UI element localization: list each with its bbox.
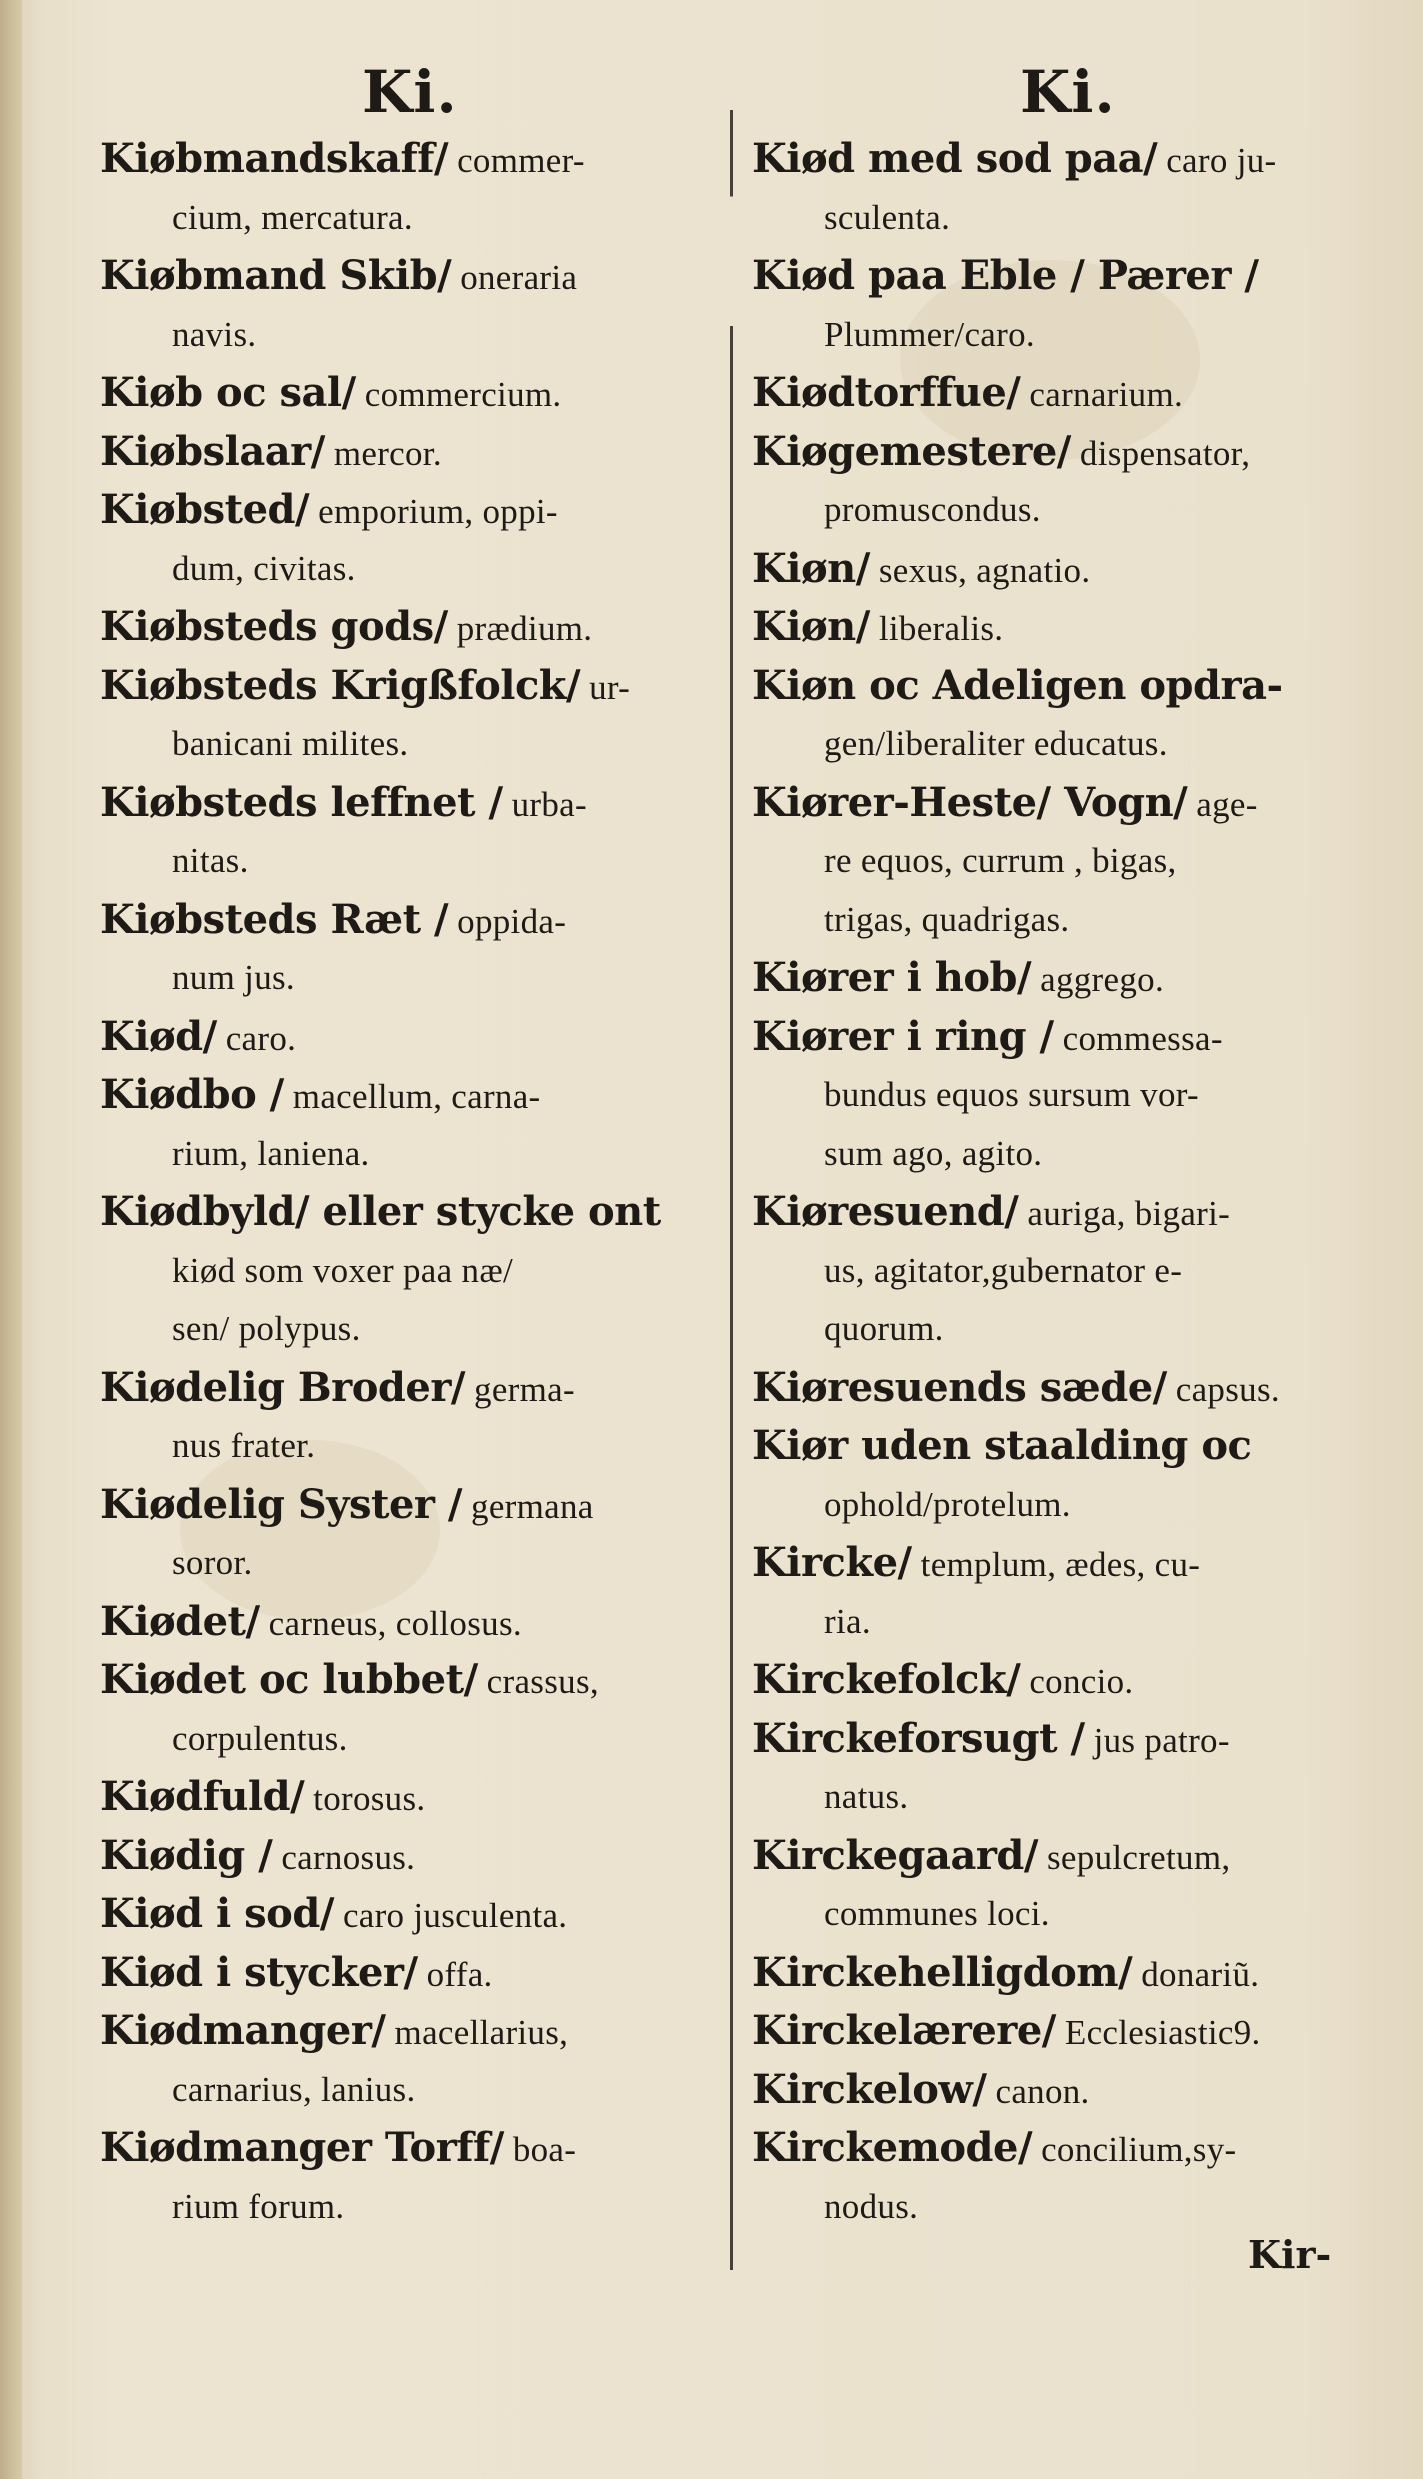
entry-line — [752, 364, 1367, 423]
definition: age- — [1196, 784, 1258, 824]
entry-continuation: nitas. — [172, 841, 249, 880]
headword: Kiøbmandskaff/ — [100, 135, 449, 182]
entry-continuation: rium, laniena. — [172, 1133, 370, 1173]
entry-line — [752, 540, 1367, 599]
entry-line — [752, 2061, 1367, 2120]
headword: Kiød paa Eble / Pærer / — [752, 252, 1259, 299]
entry-line — [752, 598, 1367, 657]
entry-line — [752, 2119, 1367, 2178]
definition: Ecclesiastic9. — [1064, 2013, 1261, 2052]
entry-line — [100, 1359, 725, 1418]
definition: offa. — [426, 1954, 493, 1994]
dictionary-entry — [100, 423, 725, 482]
entry-continuation: carnarius, lanius. — [172, 2069, 416, 2109]
entry-continuation: sculenta. — [824, 197, 951, 237]
dictionary-entry — [752, 2002, 1367, 2061]
definition: caro. — [225, 1018, 297, 1058]
entry-line — [100, 481, 725, 540]
headword: Kiødmanger Torff/ — [100, 2124, 504, 2171]
definition: mercor. — [333, 433, 442, 473]
entry-line — [100, 1768, 725, 1827]
headword: Kiød/ — [100, 1012, 217, 1060]
dictionary-entry — [100, 598, 725, 657]
dictionary-entry — [752, 598, 1367, 657]
headword: Kirckefolck/ — [752, 1656, 1021, 1703]
definition: oppida- — [457, 901, 567, 941]
headword: Kiød med sod paa/ — [752, 135, 1158, 182]
entry-line — [752, 1417, 1367, 1476]
definition: sexus, agnatio. — [878, 550, 1091, 590]
headword: Kiødelig Broder/ — [100, 1363, 466, 1411]
definition: concio. — [1029, 1662, 1134, 1701]
definition: concilium,sy- — [1041, 2130, 1237, 2169]
definition: germana — [471, 1486, 594, 1526]
headword: Kiøresuend/ — [752, 1188, 1019, 1235]
headword: Kirckemode/ — [752, 2124, 1033, 2171]
page-header-right: Ki. — [1020, 58, 1116, 126]
headword: Kiøn/ — [752, 544, 870, 592]
definition: auriga, bigari- — [1027, 1194, 1231, 1233]
dictionary-entry — [100, 2002, 725, 2119]
dictionary-entry — [752, 1183, 1367, 1359]
dictionary-entry — [100, 481, 725, 598]
entry-continuation: num jus. — [172, 958, 295, 997]
headword: Kiød i sod/ — [100, 1890, 334, 1937]
headword: Kirckehelligdom/ — [752, 1948, 1133, 1996]
headword: Kiøbsteds Ræt / — [100, 895, 449, 943]
headword: Kiører i ring / — [752, 1012, 1054, 1060]
definition: macellum, carna- — [292, 1077, 541, 1116]
definition: prædium. — [456, 609, 593, 648]
catchword: Kir- — [1248, 2232, 1332, 2277]
dictionary-entry — [100, 657, 725, 774]
entry-line — [752, 1944, 1367, 2003]
entry-line — [752, 1651, 1367, 1710]
dictionary-entry — [100, 1359, 725, 1476]
headword: Kiøresuends sæde/ — [752, 1363, 1167, 1411]
dictionary-entry — [752, 1534, 1367, 1651]
entry-continuation: communes loci. — [824, 1894, 1050, 1933]
entry-line — [752, 1827, 1367, 1886]
headword: Kiødbyld/ eller stycke ont — [100, 1188, 661, 1235]
headword: Kircke/ — [752, 1539, 912, 1586]
entry-continuation: banicani milites. — [172, 724, 409, 763]
headword: Kiødet oc lubbet/ — [100, 1656, 478, 1703]
dictionary-entry — [100, 1066, 725, 1183]
dictionary-entry — [100, 1183, 725, 1359]
entry-continuation: Plummer/caro. — [824, 314, 1035, 354]
definition: templum, ædes, cu- — [920, 1545, 1201, 1584]
entry-continuation: dum, civitas. — [172, 548, 356, 588]
entry-continuation: sen/ polypus. — [172, 1309, 361, 1348]
dictionary-entry — [100, 247, 725, 364]
definition: commessa- — [1062, 1018, 1223, 1058]
entry-continuation: ria. — [824, 1601, 871, 1641]
entry-continuation: sum ago, agito. — [824, 1133, 1043, 1173]
dictionary-entry — [100, 1008, 725, 1067]
headword: Kiøbsted/ — [100, 486, 310, 533]
definition: crassus, — [486, 1662, 599, 1701]
headword: Kiører i hob/ — [752, 954, 1032, 1001]
entry-line — [100, 2119, 725, 2178]
definition: liberalis. — [878, 609, 1004, 648]
definition: caro jusculenta. — [342, 1896, 568, 1935]
entry-continuation: kiød som voxer paa næ/ — [172, 1250, 513, 1290]
entry-continuation: re equos, currum , bigas, — [824, 841, 1177, 880]
column-divider — [730, 110, 733, 2270]
dictionary-entry — [100, 1827, 725, 1886]
entry-continuation: bundus equos sursum vor- — [824, 1075, 1199, 1114]
headword: Kirckeforsugt / — [752, 1714, 1085, 1762]
headword: Kirckelow/ — [752, 2065, 987, 2113]
dictionary-entry — [752, 247, 1367, 364]
headword: Kiødet/ — [100, 1597, 260, 1645]
definition: carneus, collosus. — [268, 1603, 522, 1643]
entry-continuation: ophold/protelum. — [824, 1484, 1071, 1524]
definition: macellarius, — [394, 2013, 569, 2052]
dictionary-entry — [100, 891, 725, 1008]
entry-line — [752, 774, 1367, 833]
entry-line — [100, 1944, 725, 2003]
dictionary-entry — [752, 1008, 1367, 1184]
entry-line — [100, 364, 725, 423]
dictionary-entry — [100, 1476, 725, 1593]
entry-line — [100, 1885, 725, 1944]
dictionary-entry — [752, 2119, 1367, 2236]
entry-line — [100, 1651, 725, 1710]
entry-continuation: corpulentus. — [172, 1718, 348, 1758]
page-edge — [0, 0, 22, 2479]
headword: Kiører-Heste/ Vogn/ — [752, 778, 1188, 826]
headword: Kiødbo / — [100, 1071, 284, 1118]
dictionary-entry — [752, 130, 1367, 247]
definition: aggrego. — [1040, 960, 1164, 999]
headword: Kiødmanger/ — [100, 2007, 386, 2054]
entry-line — [100, 891, 725, 950]
entry-line — [752, 1534, 1367, 1593]
entry-line — [100, 598, 725, 657]
definition: canon. — [995, 2071, 1090, 2111]
definition: commercium. — [364, 375, 562, 414]
entry-continuation: gen/liberaliter educatus. — [824, 724, 1168, 763]
headword: Kiødelig Syster / — [100, 1480, 463, 1528]
headword: Kirckelærere/ — [752, 2007, 1056, 2054]
entry-line — [752, 423, 1367, 482]
dictionary-entry — [752, 1651, 1367, 1710]
headword: Kiøn oc Adeligen opdra- — [752, 661, 1283, 709]
dictionary-entry — [752, 364, 1367, 423]
definition: donariũ. — [1141, 1954, 1260, 1994]
entry-line — [752, 130, 1367, 189]
entry-continuation: nodus. — [824, 2186, 919, 2226]
entry-line — [752, 2002, 1367, 2061]
definition: dispensator, — [1079, 433, 1251, 473]
entry-line — [752, 657, 1367, 716]
dictionary-entry — [752, 1710, 1367, 1827]
dictionary-entry — [100, 2119, 725, 2236]
dictionary-entry — [100, 1944, 725, 2003]
entry-continuation: rium forum. — [172, 2186, 345, 2226]
dictionary-entry — [100, 1885, 725, 1944]
headword: Kiøgemestere/ — [752, 427, 1071, 475]
headword: Kiøbslaar/ — [100, 427, 325, 475]
entry-line — [752, 949, 1367, 1008]
dictionary-entry — [100, 1768, 725, 1827]
entry-line — [100, 130, 725, 189]
entry-line — [100, 774, 725, 833]
definition: commer- — [457, 141, 585, 180]
entry-continuation: soror. — [172, 1543, 253, 1582]
dictionary-entry — [752, 774, 1367, 950]
entry-line — [100, 1476, 725, 1535]
dictionary-entry — [752, 1359, 1367, 1418]
definition: torosus. — [313, 1779, 426, 1818]
entry-continuation: us, agitator,gubernator e- — [824, 1250, 1183, 1290]
dictionary-entry — [752, 2061, 1367, 2120]
definition: ur- — [589, 667, 631, 707]
page-header-left: Ki. — [362, 58, 458, 126]
entry-continuation: nus frater. — [172, 1426, 316, 1465]
entry-line — [100, 247, 725, 306]
headword: Kirckegaard/ — [752, 1831, 1039, 1879]
headword: Kiødtorffue/ — [752, 369, 1021, 416]
definition: caro ju- — [1166, 141, 1277, 180]
entry-line — [752, 1008, 1367, 1067]
entry-line — [752, 247, 1367, 306]
dictionary-entry — [752, 423, 1367, 540]
definition: emporium, oppi- — [318, 492, 558, 531]
definition: sepulcretum, — [1047, 1837, 1231, 1877]
entry-line — [752, 1183, 1367, 1242]
entry-continuation: quorum. — [824, 1309, 944, 1348]
headword: Kiøbsteds leffnet / — [100, 778, 503, 826]
entry-continuation: navis. — [172, 314, 257, 354]
headword: Kiøbsteds Krigßfolck/ — [100, 661, 581, 709]
definition: urba- — [511, 784, 587, 824]
dictionary-entry — [752, 1944, 1367, 2003]
entry-line — [100, 1008, 725, 1067]
entry-continuation: trigas, quadrigas. — [824, 899, 1070, 939]
dictionary-entry — [100, 1651, 725, 1768]
headword: Kiøb oc sal/ — [100, 369, 356, 416]
dictionary-entry — [100, 774, 725, 891]
entry-line — [100, 423, 725, 482]
entry-line — [100, 1183, 725, 1242]
entry-line — [752, 1359, 1367, 1418]
dictionary-entry — [752, 1417, 1367, 1534]
entry-line — [100, 2002, 725, 2061]
right-column — [752, 130, 1367, 2236]
entry-line — [100, 1827, 725, 1886]
definition: oneraria — [460, 258, 578, 297]
headword: Kiødfuld/ — [100, 1773, 305, 1820]
definition: carnosus. — [281, 1837, 416, 1877]
dictionary-entry — [100, 130, 725, 247]
entry-continuation: natus. — [824, 1777, 909, 1816]
definition: capsus. — [1175, 1369, 1280, 1409]
entry-line — [100, 1066, 725, 1125]
headword: Kiør uden staalding oc — [752, 1422, 1252, 1469]
headword: Kiød i stycker/ — [100, 1948, 418, 1996]
dictionary-entry — [752, 657, 1367, 774]
definition: carnarium. — [1029, 375, 1184, 414]
headword: Kiøbmand Skib/ — [100, 252, 452, 299]
entry-continuation: promuscondus. — [824, 490, 1041, 529]
dictionary-entry — [752, 1827, 1367, 1944]
dictionary-entry — [100, 1593, 725, 1652]
headword: Kiøbsteds gods/ — [100, 603, 448, 650]
entry-line — [100, 657, 725, 716]
dictionary-entry — [100, 364, 725, 423]
headword: Kiøn/ — [752, 603, 870, 650]
left-column — [100, 130, 725, 2236]
headword: Kiødig / — [100, 1831, 273, 1879]
entry-line — [752, 1710, 1367, 1769]
dictionary-entry — [752, 949, 1367, 1008]
definition: germa- — [474, 1369, 575, 1409]
definition: boa- — [512, 2130, 577, 2169]
entry-line — [100, 1593, 725, 1652]
entry-continuation: cium, mercatura. — [172, 197, 413, 237]
dictionary-entry — [752, 540, 1367, 599]
definition: jus patro- — [1093, 1720, 1230, 1760]
